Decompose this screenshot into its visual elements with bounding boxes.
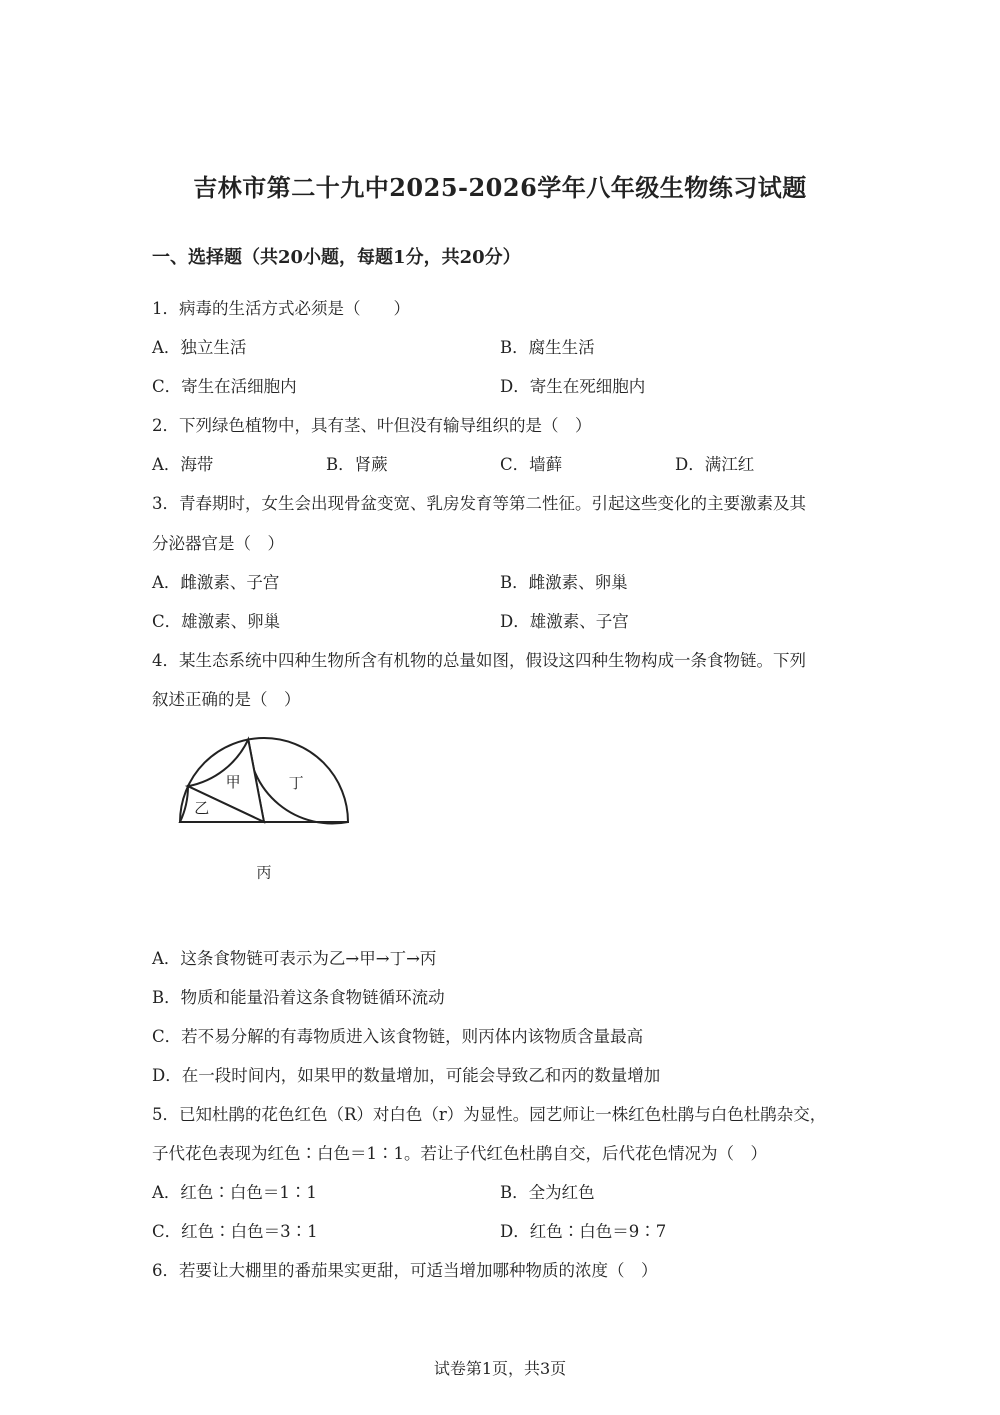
- q2-option-b: B．肾蕨: [326, 455, 388, 474]
- q3-option-d: D．雄激素、子宫: [500, 612, 629, 631]
- q5-option-a: A．红色∶白色＝1∶1: [152, 1183, 317, 1202]
- q4-option-c: C．若不易分解的有毒物质进入该食物链，则丙体内该物质含量最高: [152, 1027, 644, 1046]
- q2-option-d: D．满江红: [675, 455, 755, 474]
- q3-option-a: A．雌激素、子宫: [152, 573, 280, 592]
- question-3-stem-line2: 分泌器官是（ ）: [152, 534, 284, 553]
- question-1-stem: 1．病毒的生活方式必须是（ ）: [152, 299, 410, 318]
- question-2-stem: 2．下列绿色植物中，具有茎、叶但没有输导组织的是（ ）: [152, 416, 592, 435]
- q1-option-c: C．寄生在活细胞内: [152, 377, 297, 396]
- pie-label-1: 丁: [288, 774, 304, 793]
- question-3-stem-line1: 3．青春期时，女生会出现骨盆变宽、乳房发育等第二性征。引起这些变化的主要激素及其: [152, 494, 806, 513]
- q4-option-a: A．这条食物链可表示为乙→甲→丁→丙: [152, 949, 437, 968]
- question-4-stem-line2: 叙述正确的是（ ）: [152, 690, 301, 709]
- question-5-stem-line1: 5．已知杜鹃的花色红色（R）对白色（r）为显性。园艺师让一株红色杜鹃与白色杜鹃杂交，: [152, 1105, 827, 1124]
- q1-option-a: A．独立生活: [152, 338, 247, 357]
- q1-option-d: D．寄生在死细胞内: [500, 377, 646, 396]
- q3-option-b: B．雌激素、卵巢: [500, 573, 628, 592]
- q5-option-b: B．全为红色: [500, 1183, 595, 1202]
- question-6-stem: 6．若要让大棚里的番茄果实更甜，可适当增加哪种物质的浓度（ ）: [152, 1261, 658, 1280]
- q4-option-b: B．物质和能量沿着这条食物链循环流动: [152, 988, 445, 1007]
- pie-chart: [170, 732, 354, 912]
- question-4-stem-line1: 4．某生态系统中四种生物所含有机物的总量如图，假设这四种生物构成一条食物链。下列: [152, 651, 806, 670]
- q2-option-a: A．海带: [152, 455, 214, 474]
- q5-option-c: C．红色∶白色＝3∶1: [152, 1222, 318, 1241]
- q1-option-b: B．腐生生活: [500, 338, 595, 357]
- pie-label-2: 甲: [225, 773, 241, 792]
- section-heading: 一、选择题（共20小题，每题1分，共20分）: [152, 247, 521, 268]
- q5-option-d: D．红色∶白色＝9∶7: [500, 1222, 667, 1241]
- q3-option-c: C．雄激素、卵巢: [152, 612, 281, 631]
- page-footer: 试卷第1页，共3页: [433, 1359, 567, 1378]
- exam-title: 吉林市第二十九中2025-2026学年八年级生物练习试题: [193, 173, 807, 202]
- q4-option-d: D．在一段时间内，如果甲的数量增加，可能会导致乙和丙的数量增加: [152, 1066, 661, 1085]
- pie-label-0: 丙: [256, 863, 272, 882]
- q2-option-c: C．墙藓: [500, 455, 563, 474]
- question-5-stem-line2: 子代花色表现为红色∶白色＝1∶1。若让子代红色杜鹃自交，后代花色情况为（ ）: [152, 1144, 767, 1163]
- pie-label-3: 乙: [194, 799, 210, 818]
